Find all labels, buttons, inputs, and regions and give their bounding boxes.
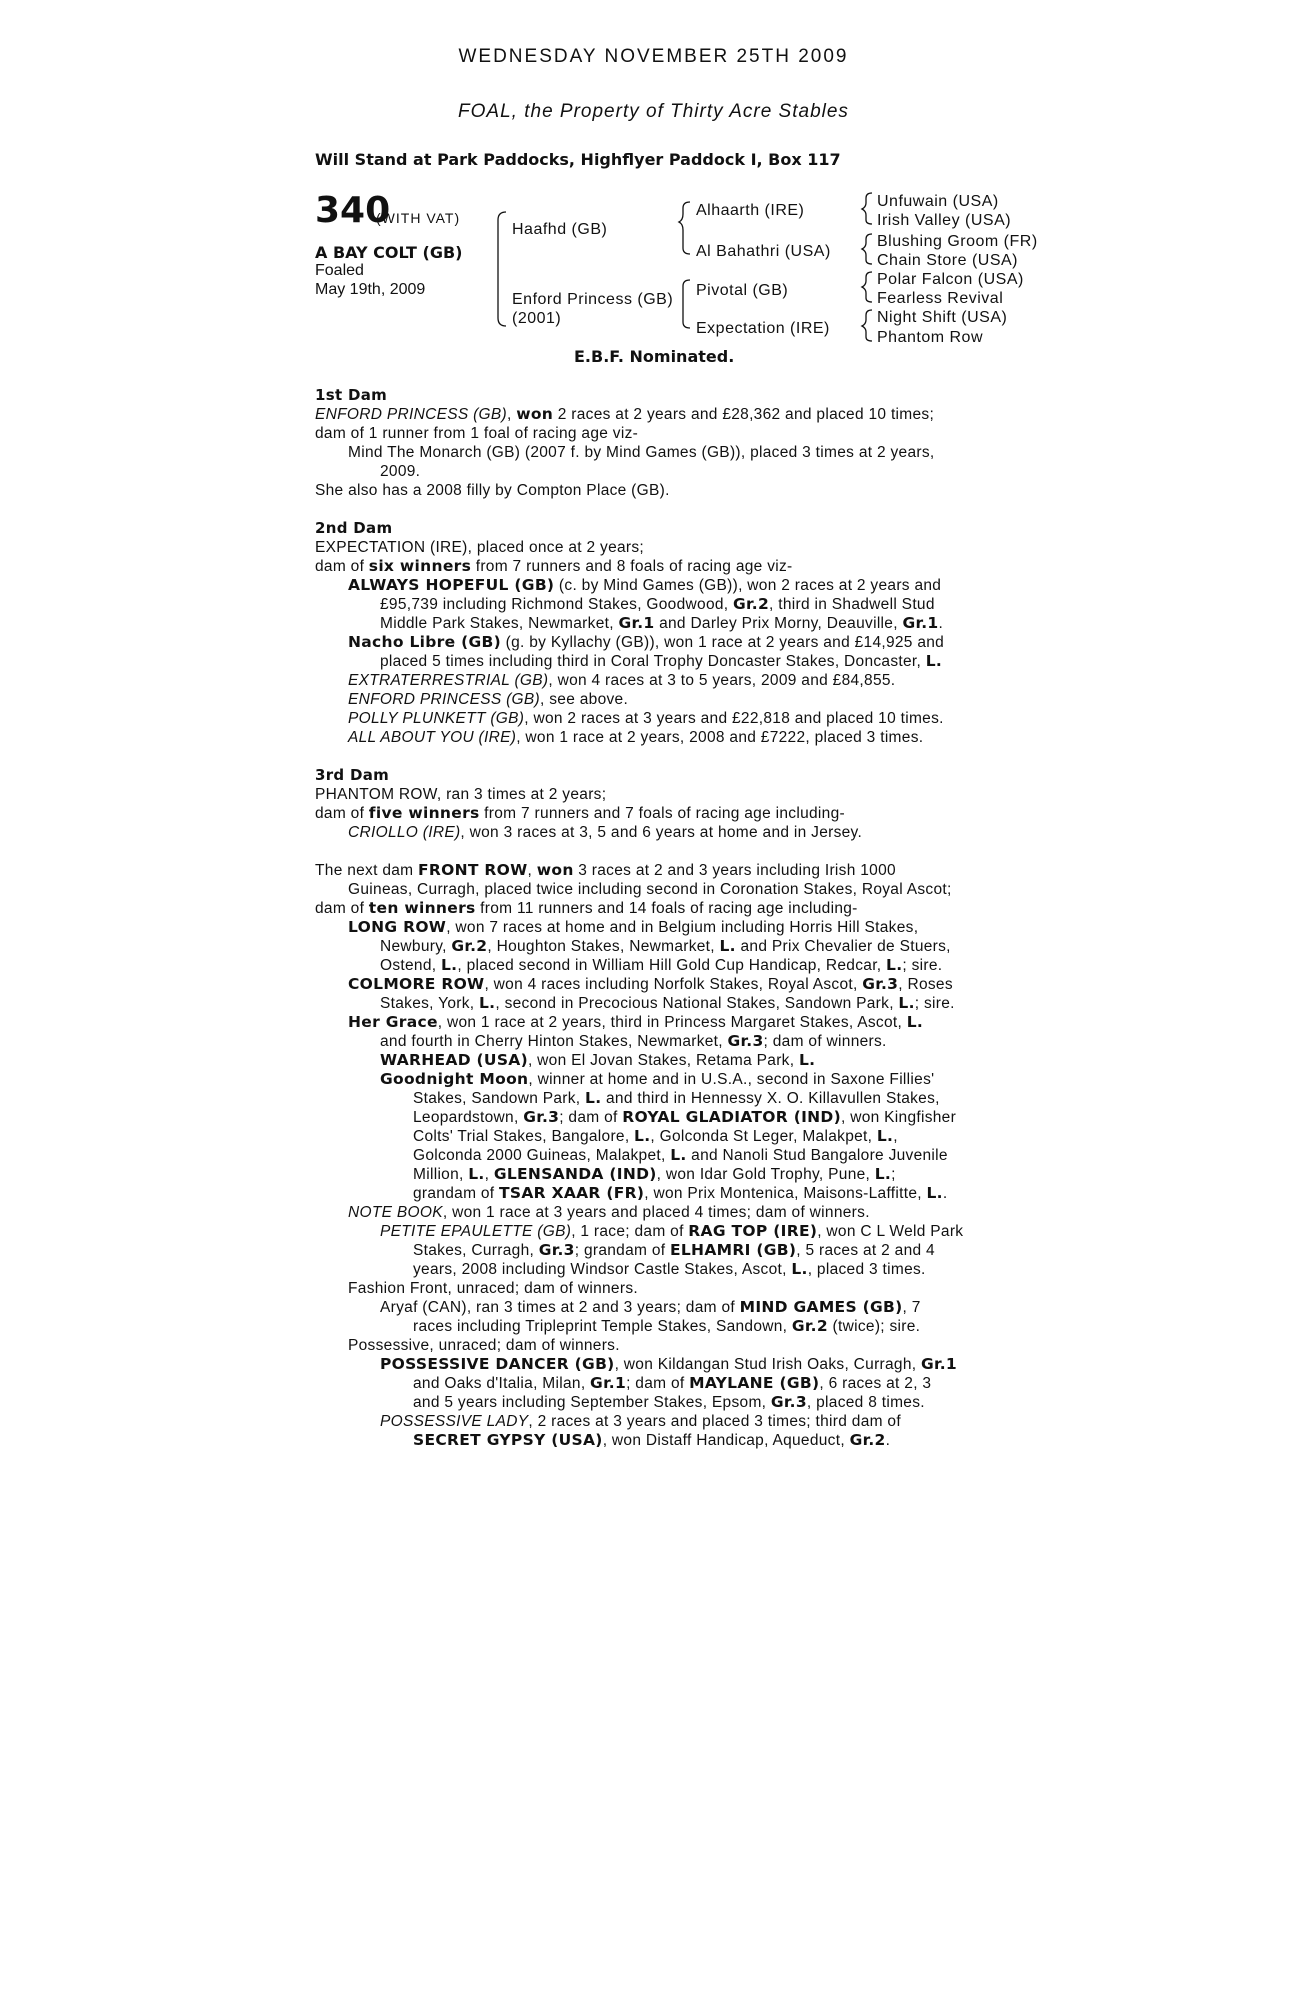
first-dam-heading: 1st Dam	[315, 386, 388, 404]
catalogue-body: 1st Dam ENFORD PRINCESS (GB), won 2 races at 2 years and £28,362 and placed 10 times; dam of 1 runner from 1 foal of racing age viz- Mind The Monarch (GB) (2007 f. by Mind Games (GB)), placed 3 times at 2 years, 2009. She also has a 2008 filly by Compton Place (GB). 2nd Dam EXPECTATION (IRE), placed once at 2 years; dam of six winners from 7 runners and 8 foals of racing age viz- ALWAYS HOPEFUL (GB) (c. by Mind Games (GB)), won 2 races at 2 years and £95,739 including Richmond Stakes, Goodwood, Gr.2, third in Shadwell Stud Middle Park Stakes, Newmarket, Gr.1 and Darley Prix Morny, Deauville, Gr.1. Nacho Libre (GB) (g. by Kyllachy (GB)), won 1 race at 2 years and £14,925 and placed 5 times including third in Coral Trophy Doncaster Stakes, Doncaster, L. EXTRATERRESTRIAL (GB), won 4 races at 3 to 5 years, 2009 and £84,855. ENFORD PRINCESS (GB), see above. POLLY PLUNKETT (GB), won 2 races at 3 years and £22,818 and placed 10 times. ALL ABOUT YOU (IRE), won 1 race at 2 years, 2008 and £7222, placed 3 times. 3rd Dam PHANTOM ROW, ran 3 times at 2 years; dam of five winners from 7 runners and 7 foals of racing age including- CRIOLLO (IRE), won 3 races at 3, 5 and 6 years at home and in Jersey. The next dam FRONT ROW, won 3 races at 2 and 3 years including Irish 1000 Guineas, Curragh, placed twice including second in Coronation Stakes, Royal Ascot; dam of ten winners from 11 runners and 14 foals of racing age including- LONG ROW, won 7 races at home and in Belgium including Horris Hill Stakes, Newbury, Gr.2, Houghton Stakes, Newmarket, L. and Prix Chevalier de Stuers, Ostend, L., placed second in William Hill Gold Cup Handicap, Redcar, L.; sire. COLMORE ROW, won 4 races including Norfolk Stakes, Royal Ascot, Gr.3, Roses Stakes, York, L., second in Precocious National Stakes, Sandown Park, L.; sire. Her Grace, won 1 race at 2 years, third in Princess Margaret Stakes, Ascot, L. and fourth in Cherry Hinton Stakes, Newmarket, Gr.3; dam of winners. WARHEAD (USA), won El Jovan Stakes, Retama Park, L. Goodnight Moon, winner at home and in U.S.A., second in Saxone Fillies' Stakes, Sandown Park, L. and third in Hennessy X. O. Killavullen Stakes, Leopardstown, Gr.3; dam of ROYAL GLADIATOR (IND), won Kingfisher Colts' Trial Stakes, Bangalore, L., Golconda St Leger, Malakpet, L., Golconda 2000 Guineas, Malakpet, L. and Nanoli Stud Bangalore Juvenile Million, L., GLENSANDA (IND), won Idar Gold Trophy, Pune, L.; grandam of TSAR XAAR (FR), won Prix Montenica, Maisons-Laffitte, L.. NOTE BOOK, won 1 race at 3 years and placed 4 times; dam of winners. PETITE EPAULETTE (GB), 1 race; dam of RAG TOP (IRE), won C L Weld Park Stakes, Curragh, Gr.3; grandam of ELHAMRI (GB), 5 races at 2 and 4 years, 2008 including Windsor Castle Stakes, Ascot, L., placed 3 times. Fashion Front, unraced; dam of winners. Aryaf (CAN), ran 3 times at 2 and 3 years; dam of MIND GAMES (GB), 7 races including Tripleprint Temple Stakes, Sandown, Gr.2 (twice); sire. Possessive, unraced; dam of winners. POSSESSIVE DANCER (GB), won Kildangan Stud Irish Oaks, Curragh, Gr.1 and Oaks d'Italia, Milan, Gr.1; dam of MAYLANE (GB), 6 races at 2, 3 and 5 years including September Stakes, Epsom, Gr.3, placed 8 times. POSSESSIVE LADY, 2 races at 3 years and placed 3 times; third dam of SECRET GYPSY (USA), won Distaff Handicap, Aqueduct, Gr.2.	[315, 386, 995, 1450]
stand-location: Will Stand at Park Paddocks, Highflyer Paddock I, Box 117	[315, 150, 841, 169]
third-dam-heading: 3rd Dam	[315, 766, 390, 784]
sale-date: WEDNESDAY NOVEMBER 25TH 2009	[458, 46, 849, 67]
dam-name: Enford Princess (GB)	[512, 291, 674, 308]
foaled-label: Foaled	[315, 262, 364, 279]
first-dam-line: ENFORD PRINCESS (GB), won 2 races at 2 years and £28,362 and placed 10 times;	[315, 405, 935, 423]
lot-number: 340	[315, 190, 391, 231]
dam-year: (2001)	[512, 310, 562, 327]
gen3-4: Chain Store (USA)	[877, 252, 1018, 269]
sire-dam: Al Bahathri (USA)	[696, 243, 831, 260]
foaled-date: May 19th, 2009	[315, 281, 426, 298]
sire: Haafhd (GB)	[512, 221, 608, 238]
gen3-1: Unfuwain (USA)	[877, 193, 999, 210]
gen3-5: Polar Falcon (USA)	[877, 271, 1024, 288]
second-dam-heading: 2nd Dam	[315, 519, 393, 537]
gen3-2: Irish Valley (USA)	[877, 212, 1012, 229]
lot-title: A BAY COLT (GB)	[315, 243, 463, 262]
ebf-nominated: E.B.F. Nominated.	[574, 347, 735, 366]
dam-dam: Expectation (IRE)	[696, 320, 830, 337]
gen3-8: Phantom Row	[877, 329, 983, 346]
vat-note: (WITH VAT)	[376, 210, 461, 226]
gen3-3: Blushing Groom (FR)	[877, 233, 1038, 250]
gen3-7: Night Shift (USA)	[877, 309, 1008, 326]
dam-sire: Pivotal (GB)	[696, 282, 789, 299]
foal-property-line: FOAL, the Property of Thirty Acre Stables	[458, 101, 849, 122]
sire-sire: Alhaarth (IRE)	[696, 202, 805, 219]
gen3-6: Fearless Revival	[877, 290, 1004, 307]
